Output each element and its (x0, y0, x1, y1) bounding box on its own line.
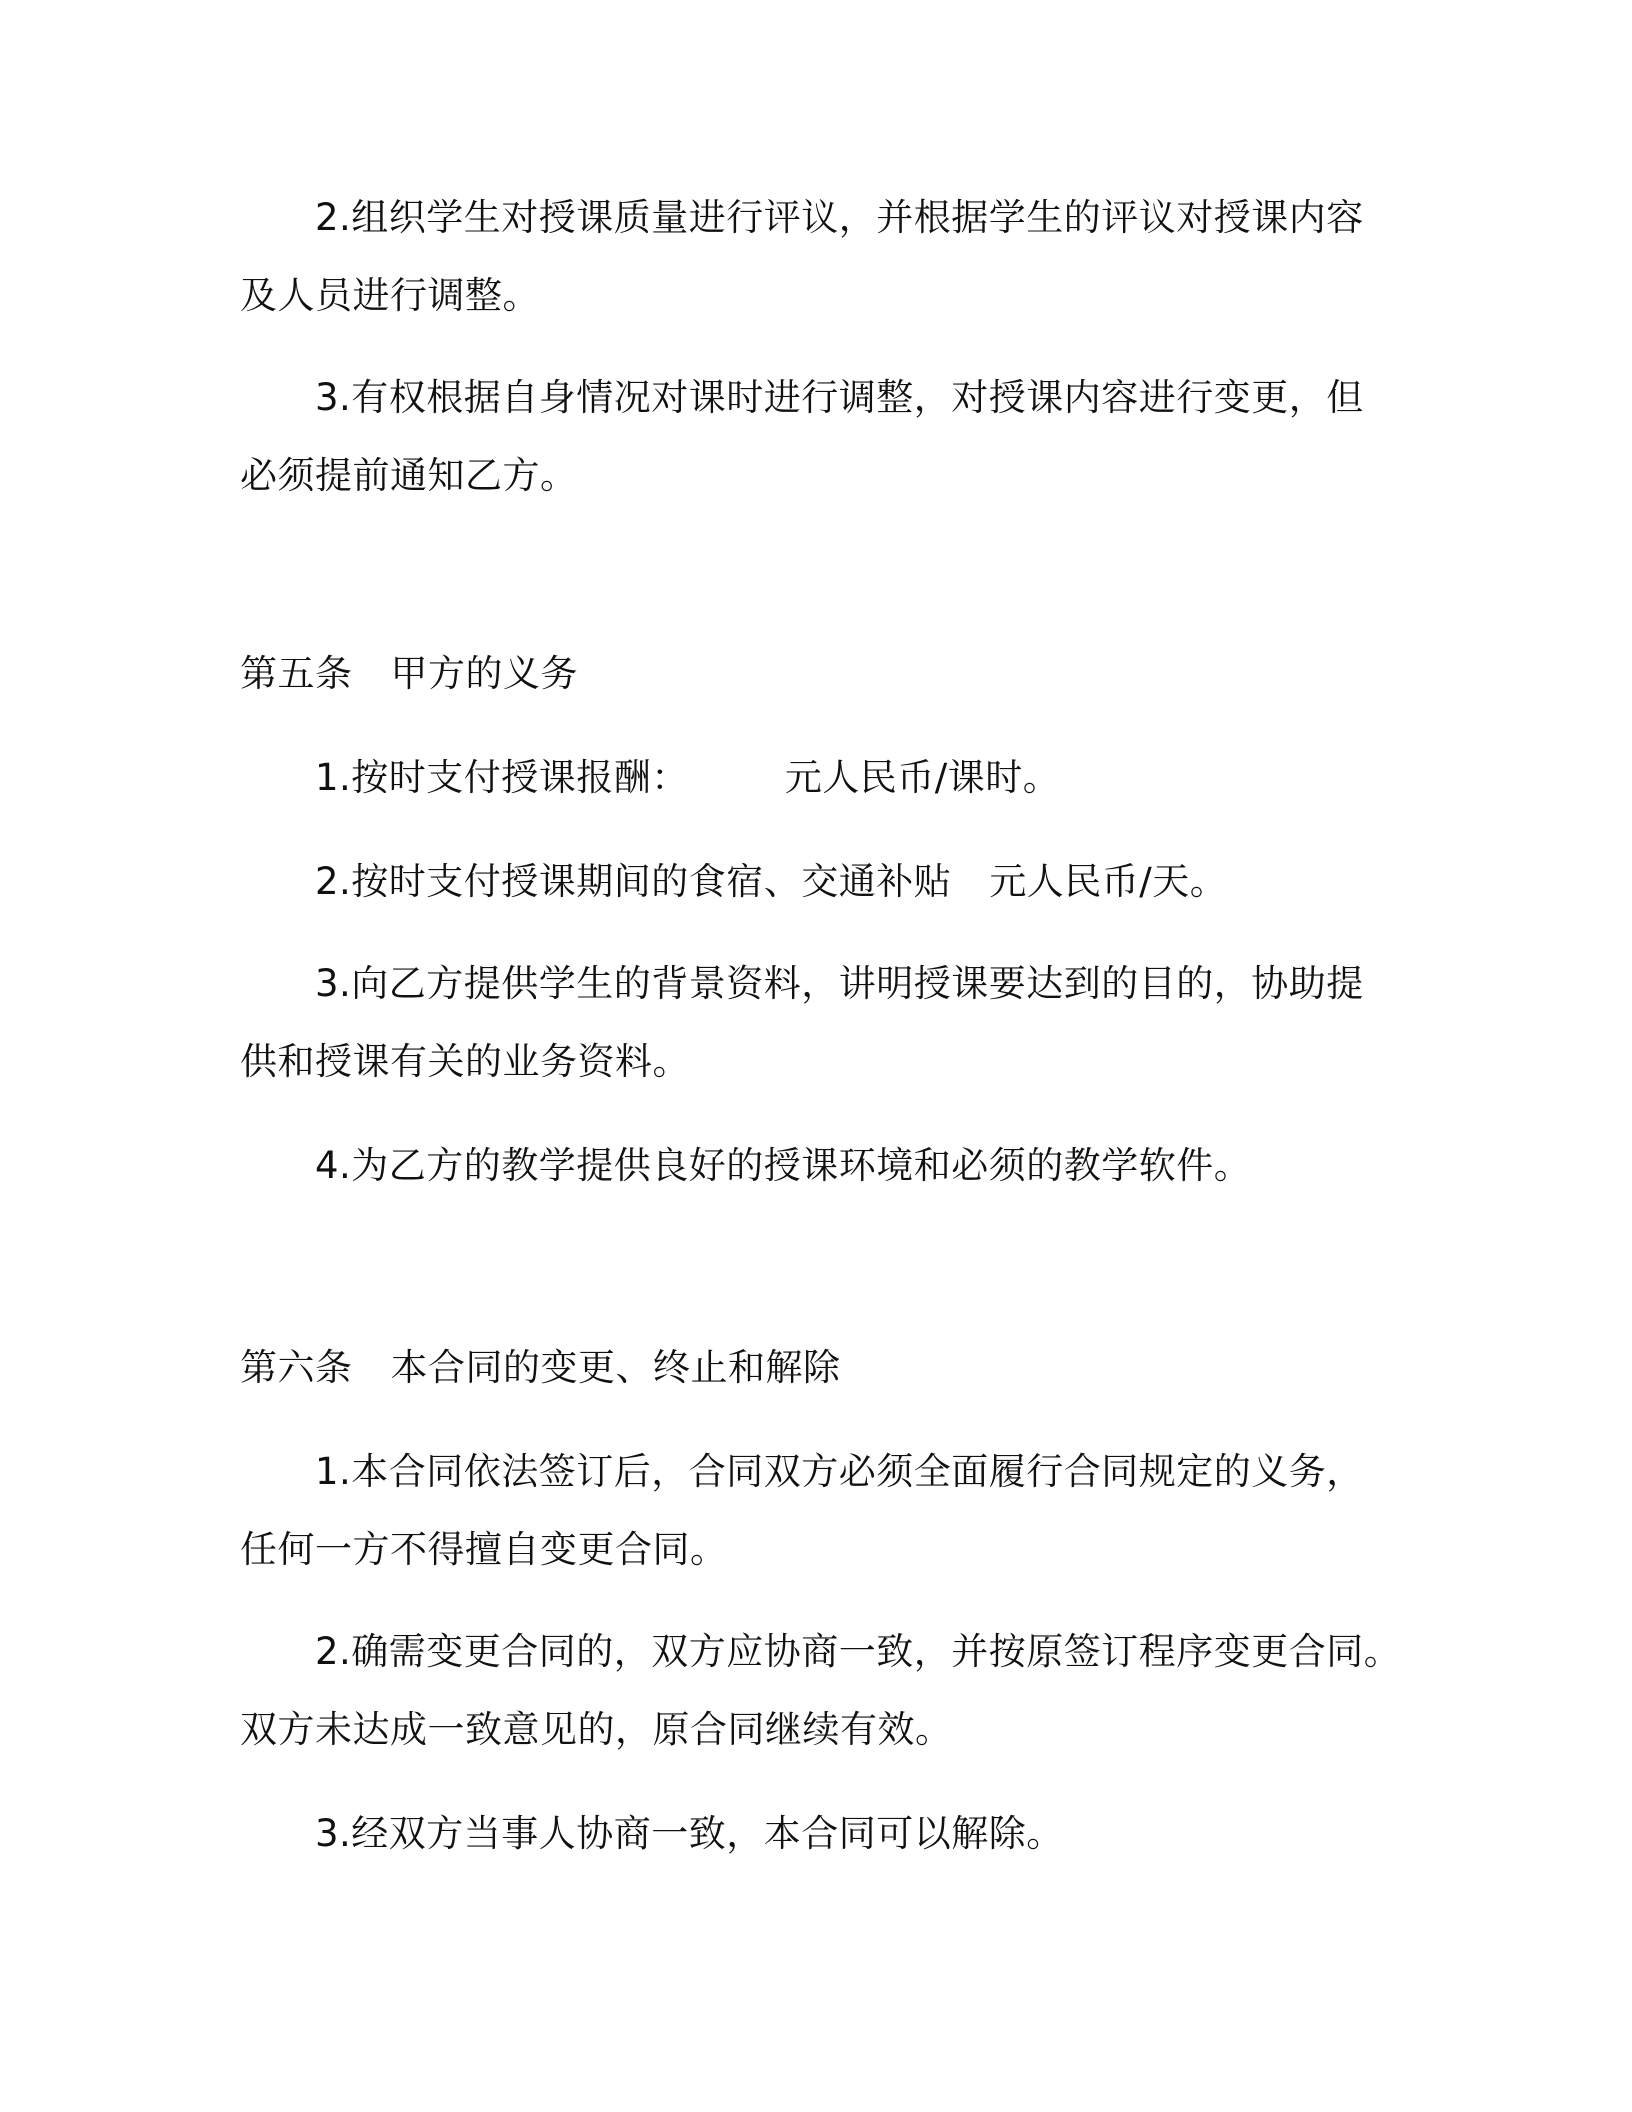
s6-item2-line1: 2.确需变更合同的，双方应协商一致，并按原签订程序变更合同。 (315, 1630, 1402, 1673)
s5-item2-suffix: 元人民币/天。 (989, 860, 1228, 903)
section6-title: 本合同的变更、终止和解除 (390, 1346, 841, 1389)
s6-item3: 3.经双方当事人协商一致，本合同可以解除。 (315, 1812, 1064, 1855)
s6-item1-line2: 任何一方不得擅自变更合同。 (240, 1528, 728, 1571)
s5-item3-line2: 供和授课有关的业务资料。 (240, 1040, 690, 1083)
section5-number: 第五条 (240, 652, 353, 695)
section5-heading (240, 652, 578, 696)
section5-title: 甲方的义务 (390, 652, 578, 695)
s4-item3-line2: 必须提前通知乙方。 (240, 454, 578, 497)
s6-item1-line1: 1.本合同依法签订后，合同双方必须全面履行合同规定的义务， (315, 1450, 1364, 1493)
section6-number: 第六条 (240, 1346, 353, 1389)
s4-item2-line1: 2.组织学生对授课质量进行评议，并根据学生的评议对授课内容 (315, 196, 1364, 239)
s4-item3-line1: 3.有权根据自身情况对课时进行调整，对授课内容进行变更，但 (315, 376, 1364, 419)
s5-item2 (315, 860, 1227, 904)
s6-item2-line2: 双方未达成一致意见的，原合同继续有效。 (240, 1708, 953, 1751)
section6-heading (240, 1346, 841, 1390)
s5-item1-suffix: 元人民币/课时。 (784, 756, 1061, 799)
s5-item4: 4.为乙方的教学提供良好的授课环境和必须的教学软件。 (315, 1144, 1252, 1187)
s5-item1-prefix: 1.按时支付授课报酬： (315, 756, 689, 799)
s5-item3-line1: 3.向乙方提供学生的背景资料，讲明授课要达到的目的，协助提 (315, 962, 1364, 1005)
s5-item1 (315, 756, 1060, 800)
s5-item2-prefix: 2.按时支付授课期间的食宿、交通补贴 (315, 860, 952, 903)
s4-item2-line2: 及人员进行调整。 (240, 274, 540, 317)
